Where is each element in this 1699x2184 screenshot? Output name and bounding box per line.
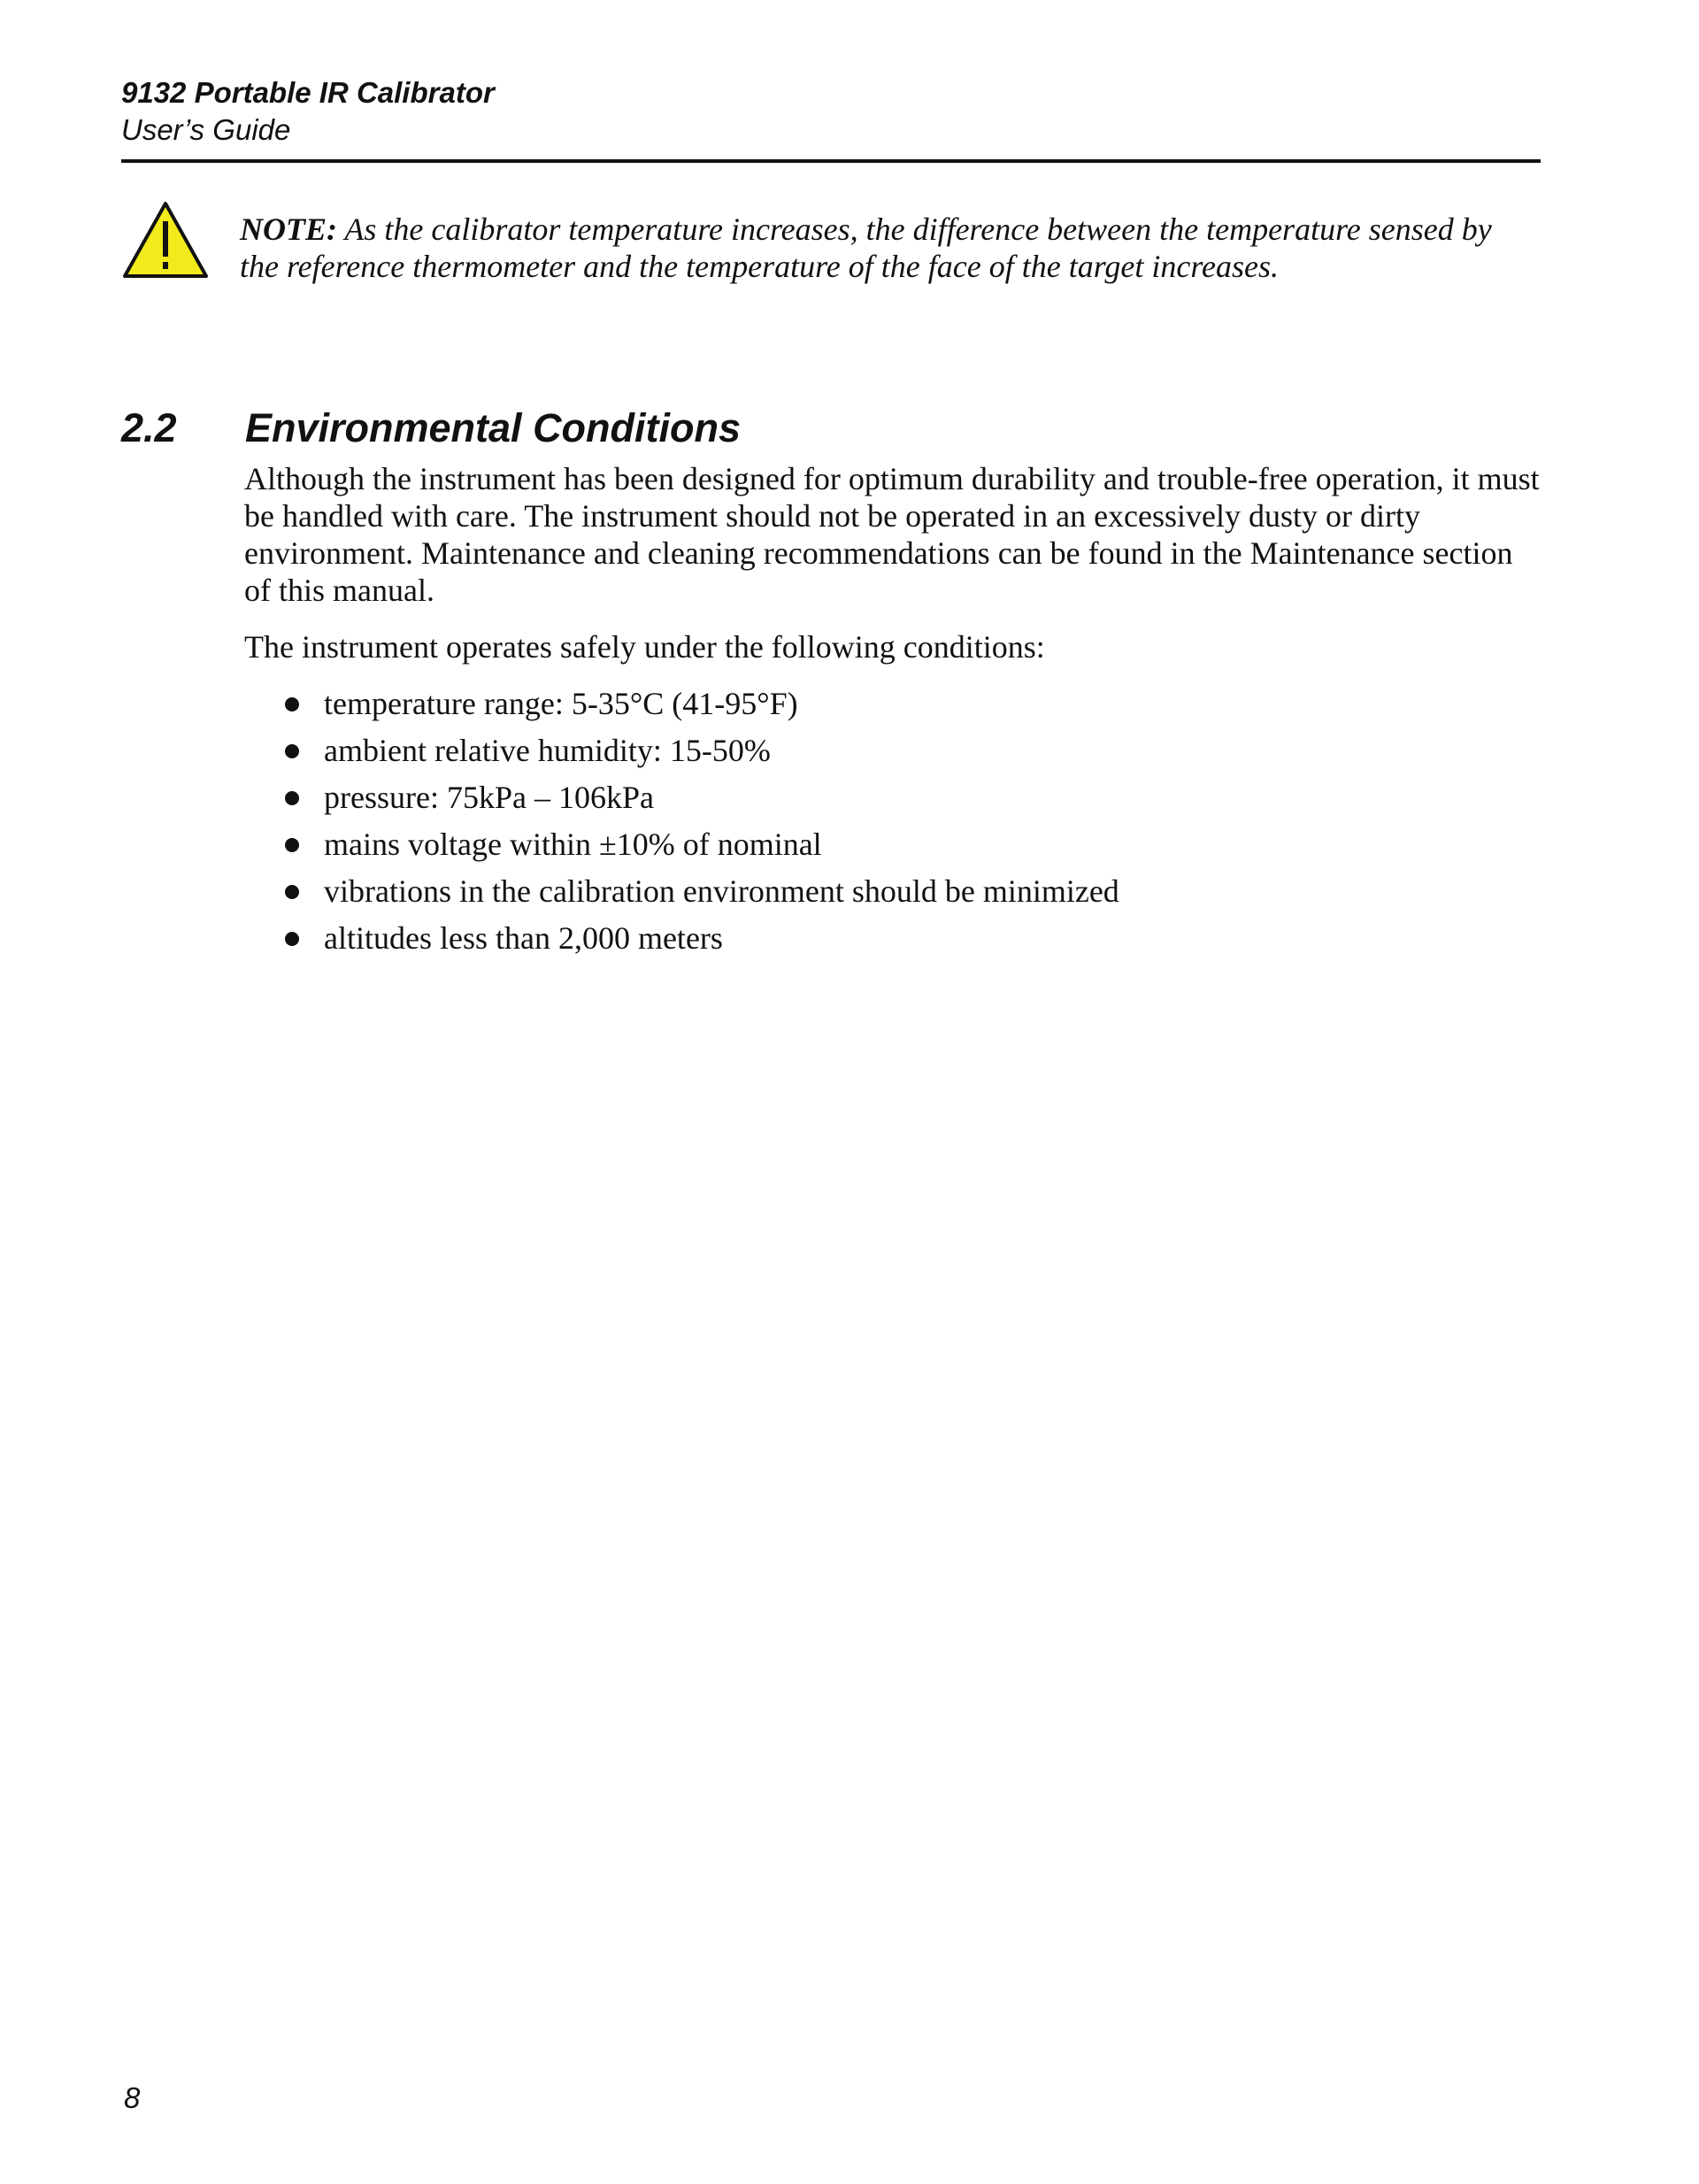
intro-paragraph: Although the instrument has been designed for optimum durability and trouble-free operation, it must be handled with care. The instrument should not be operated in an excessively dusty or dirty environment. Maintenance and cleaning recommendations can be found in the Maintenance section of this manual. [244,461,1540,608]
note-body: As the calibrator temperature increases, the difference between the temperature sensed by the reference thermometer and the temperature of the face of the target increases. [240,211,1492,284]
page-number: 8 [124,2081,141,2114]
note-text [240,211,1523,285]
section-number: 2.2 [121,405,177,450]
list-item-text: ambient relative humidity: 15-50% [324,733,771,768]
bullet-icon [285,744,299,758]
document-subtitle: User’s Guide [121,113,291,146]
list-item-text: vibrations in the calibration environment should be minimized [324,873,1119,909]
warning-icon [121,200,210,280]
document-title: 9132 Portable IR Calibrator [121,76,495,109]
section-title: Environmental Conditions [245,405,742,450]
bullet-icon [285,838,299,852]
bullet-icon [285,791,299,805]
header-divider [121,159,1541,163]
list-item [244,826,1545,873]
list-item-text: mains voltage within ±10% of nominal [324,827,822,862]
bullet-icon [285,697,299,711]
list-item-text: temperature range: 5-35°C (41-95°F) [324,686,798,721]
list-item [244,919,1545,966]
list-item-text: pressure: 75kPa – 106kPa [324,780,654,815]
list-item [244,779,1545,826]
section-body [244,460,1545,966]
list-item [244,732,1545,779]
bullet-icon [285,932,299,946]
list-item [244,873,1545,919]
section-heading [121,404,1541,453]
note-label: NOTE: [240,211,337,247]
bullet-icon [285,885,299,899]
list-item-text: altitudes less than 2,000 meters [324,920,723,956]
running-header [121,74,1541,149]
list-item [244,685,1545,732]
conditions-lead-paragraph: The instrument operates safely under the following conditions: [244,629,1045,665]
conditions-list [244,685,1545,966]
